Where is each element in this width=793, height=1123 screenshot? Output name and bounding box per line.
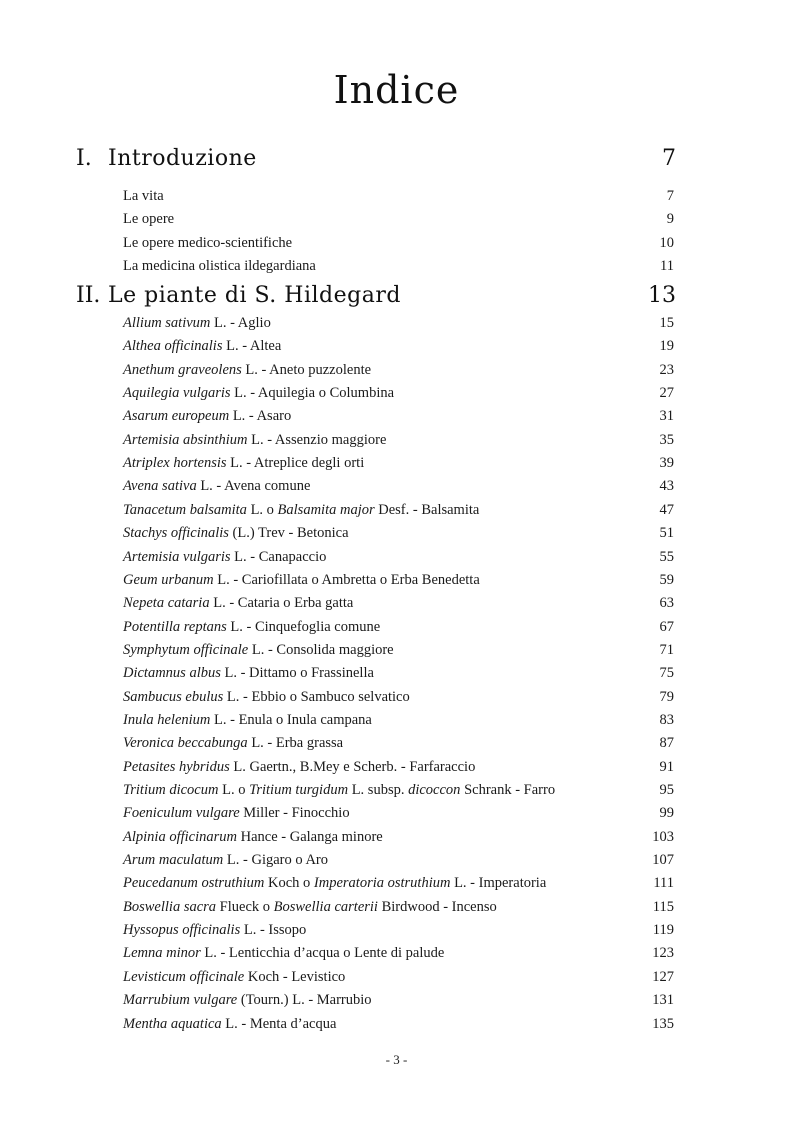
entry-text: L. - Cariofillata o Ambretta o Erba Benedetta	[213, 571, 480, 588]
toc-entry-page-number: 31	[659, 408, 674, 425]
species-name: Asarum europeum	[123, 408, 230, 425]
toc-entry	[123, 186, 674, 206]
entry-text: Le opere medico-scientifiche	[123, 234, 293, 251]
species-name: Imperatoria ostruthium	[313, 875, 451, 892]
toc-entry-title	[123, 710, 372, 730]
chapter-title: Le piante di S. Hildegard	[108, 283, 401, 308]
toc-entry-title	[123, 209, 174, 229]
toc-entry-page-number: 91	[659, 758, 674, 775]
species-name: Avena sativa	[123, 478, 197, 495]
species-name: Artemisia vulgaris	[123, 548, 231, 565]
toc-entry	[123, 640, 674, 660]
species-name: Tritium dicocum	[123, 782, 219, 798]
toc-entry-title	[123, 943, 444, 963]
toc-entry-page-number: 7	[666, 188, 674, 204]
toc-entry-title	[123, 733, 343, 753]
toc-entry-page-number: 39	[659, 455, 674, 472]
toc-entry	[123, 547, 674, 567]
entry-text: Koch o	[264, 875, 314, 892]
entry-text: L. - Cinquefoglia comune	[226, 618, 381, 635]
toc-entry	[123, 757, 674, 777]
toc-entry	[123, 920, 674, 940]
species-name: Potentilla reptans	[123, 618, 227, 635]
chapter-page-number: 7	[662, 146, 676, 171]
toc-entry-page-number: 75	[659, 665, 674, 682]
entry-text: L. - Assenzio maggiore	[247, 431, 387, 448]
toc-entry-page-number: 15	[659, 315, 674, 331]
toc-entry	[123, 360, 674, 380]
toc-entry-title	[123, 500, 479, 520]
toc-entry-page-number: 23	[659, 361, 674, 378]
species-name: dicoccon	[408, 782, 461, 798]
toc-entry-title	[123, 453, 364, 473]
toc-entry	[123, 570, 674, 590]
toc-entry	[123, 453, 674, 473]
toc-entry-title	[123, 570, 480, 590]
toc-entry	[123, 990, 674, 1010]
toc-entry-page-number: 11	[660, 258, 674, 275]
toc-entry	[123, 233, 674, 253]
entry-text: L. subsp.	[348, 782, 409, 798]
toc-entry	[123, 850, 674, 870]
species-name: Balsamita major	[277, 501, 375, 518]
toc-entry-title	[123, 757, 475, 777]
entry-text: L. - Enula o Inula campana	[210, 711, 372, 728]
toc-entry-title	[123, 476, 310, 496]
toc-entry-title	[123, 430, 386, 450]
entry-text: L. - Ebbio o Sambuco selvatico	[223, 688, 410, 705]
species-name: Althea officinalis	[123, 338, 223, 355]
toc-entry-title	[123, 897, 497, 917]
toc-entry	[123, 593, 674, 613]
species-name: Aquilegia vulgaris	[123, 385, 231, 402]
toc-entry	[123, 803, 674, 823]
chapter-number: II.	[76, 283, 101, 308]
species-name: Marrubium vulgare	[123, 992, 238, 1009]
entry-text: Le opere	[123, 211, 175, 228]
entry-text: L. - Asaro	[229, 408, 292, 425]
toc-entry-page-number: 9	[666, 211, 674, 228]
toc-entry-page-number: 111	[653, 875, 674, 892]
toc-entry	[123, 1014, 674, 1034]
entry-text: L. o	[218, 782, 250, 798]
species-name: Inula helenium	[123, 711, 211, 728]
toc-entry-title	[123, 233, 292, 253]
toc-entry-page-number: 27	[659, 385, 674, 402]
species-name: Boswellia sacra	[123, 898, 217, 915]
entry-text: Flueck o	[216, 898, 274, 915]
toc-entry-page-number: 123	[652, 945, 674, 962]
species-name: Sambucus ebulus	[123, 688, 224, 705]
toc-entry	[123, 383, 674, 403]
toc-entry-title	[123, 640, 394, 660]
page-number-footer: - 3 -	[385, 1052, 408, 1067]
species-name: Alpinia officinarum	[123, 828, 237, 845]
toc-entry-page-number: 19	[659, 338, 674, 355]
chapter-number: I.	[76, 146, 92, 171]
chapter-page-number: 13	[648, 283, 676, 308]
toc-entry-page-number: 83	[659, 711, 674, 728]
entry-text: Schrank - Farro	[460, 782, 556, 798]
toc-entry-title	[123, 383, 394, 403]
entry-text: (Tourn.) L. - Marrubio	[237, 992, 372, 1009]
species-name: Atriplex hortensis	[123, 455, 227, 472]
entry-text: L. - Issopo	[240, 922, 307, 939]
toc-entry-title	[123, 990, 372, 1010]
species-name: Tritium turgidum	[249, 782, 349, 798]
species-name: Stachys officinalis	[123, 525, 229, 542]
toc-entry-title	[123, 827, 383, 847]
toc-entry-page-number: 115	[652, 898, 674, 915]
toc-entry	[123, 943, 674, 963]
toc-entry-title	[123, 1014, 336, 1034]
entry-text: L. - Aquilegia o Columbina	[230, 385, 395, 402]
entry-text: L. - Erba grassa	[247, 735, 344, 752]
toc-entry	[123, 500, 674, 520]
toc-entry-title	[123, 663, 374, 683]
species-name: Veronica beccabunga	[123, 735, 248, 752]
toc-entry	[123, 523, 674, 543]
toc-entry-title	[123, 967, 345, 987]
toc-entry-title	[123, 873, 546, 893]
toc-entry	[123, 780, 674, 800]
toc-entry-page-number: 47	[659, 501, 674, 518]
toc-entry-page-number: 135	[652, 1015, 674, 1032]
toc-entry-title	[123, 850, 328, 870]
toc-entry	[123, 873, 674, 893]
toc-entry-page-number: 67	[659, 618, 674, 635]
toc-entry-title	[123, 256, 316, 276]
entry-text: L. - Altea	[222, 338, 282, 355]
toc-entry-page-number: 99	[659, 805, 674, 822]
species-name: Hyssopus officinalis	[123, 922, 241, 939]
entry-text: L. - Cataria o Erba gatta	[209, 595, 354, 612]
toc-entry-page-number: 79	[659, 688, 674, 705]
toc-entry	[123, 430, 674, 450]
toc-entry	[123, 710, 674, 730]
toc-entry	[123, 256, 674, 276]
toc-entry	[123, 209, 674, 229]
chapter-title: Introduzione	[108, 146, 257, 171]
toc-entry-title	[123, 523, 349, 543]
entry-text: L. - Dittamo o Frassinella	[220, 665, 374, 682]
toc-entry-title	[123, 186, 164, 206]
entry-text: L. - Consolida maggiore	[248, 641, 394, 658]
species-name: Artemisia absinthium	[123, 431, 248, 448]
toc-entry-title	[123, 780, 555, 800]
species-name: Lemna minor	[123, 945, 201, 962]
entry-text: Koch - Levistico	[244, 968, 346, 985]
entry-text: Desf. - Balsamita	[374, 501, 480, 518]
entry-text: (L.) Trev - Betonica	[228, 525, 349, 542]
toc-entry-page-number: 43	[659, 478, 674, 495]
entry-text: L. Gaertn., B.Mey e Scherb. - Farfaraccio	[229, 758, 476, 775]
toc-entry-page-number: 87	[659, 735, 674, 752]
entry-text: L. - Aglio	[210, 315, 271, 331]
toc-entry-page-number: 103	[652, 828, 674, 845]
entry-text: L. - Aneto puzzolente	[241, 361, 372, 378]
species-name: Anethum graveolens	[123, 361, 242, 378]
entry-text: L. o	[246, 501, 278, 518]
toc-entry-page-number: 71	[659, 641, 674, 658]
toc-entry	[123, 967, 674, 987]
entry-text: L. - Atreplice degli orti	[226, 455, 365, 472]
entry-text: La medicina olistica ildegardiana	[123, 258, 316, 275]
toc-entry-title	[123, 406, 291, 426]
species-name: Petasites hybridus	[123, 758, 230, 775]
entry-text: La vita	[123, 188, 164, 204]
entry-text: L. - Gigaro o Aro	[223, 852, 328, 869]
toc-entry	[123, 476, 674, 496]
entry-text: Miller - Finocchio	[239, 805, 350, 822]
entry-text: L. - Imperatoria	[450, 875, 547, 892]
species-name: Mentha aquatica	[123, 1015, 222, 1032]
species-name: Allium sativum	[123, 315, 211, 331]
page-title: Indice	[333, 68, 460, 112]
species-name: Boswellia carterii	[273, 898, 378, 915]
toc-entry-title	[123, 360, 371, 380]
toc-entry-page-number: 59	[659, 571, 674, 588]
toc-entry	[123, 313, 674, 333]
toc-entry-page-number: 95	[659, 782, 674, 798]
toc-entry-title	[123, 336, 281, 356]
species-name: Symphytum officinale	[123, 641, 249, 658]
entry-text: Birdwood - Incenso	[377, 898, 497, 915]
toc-entry-page-number: 119	[652, 922, 674, 939]
toc-entry-page-number: 35	[659, 431, 674, 448]
entry-text: L. - Canapaccio	[230, 548, 327, 565]
toc-entry-page-number: 107	[652, 852, 674, 869]
toc-entry	[123, 663, 674, 683]
toc-entry-title	[123, 617, 380, 637]
toc-entry-title	[123, 313, 271, 333]
entry-text: L. - Avena comune	[196, 478, 311, 495]
toc-entry-page-number: 127	[652, 968, 674, 985]
toc-entry	[123, 617, 674, 637]
toc-entry-page-number: 131	[652, 992, 674, 1009]
species-name: Nepeta cataria	[123, 595, 210, 612]
toc-entry-title	[123, 803, 350, 823]
toc-entry-title	[123, 687, 410, 707]
entry-text: L. - Lenticchia d’acqua o Lente di palude	[200, 945, 445, 962]
species-name: Dictamnus albus	[123, 665, 221, 682]
toc-entry-page-number: 55	[659, 548, 674, 565]
toc-entry	[123, 687, 674, 707]
toc-entry	[123, 897, 674, 917]
species-name: Levisticum officinale	[123, 968, 245, 985]
species-name: Peucedanum ostruthium	[123, 875, 265, 892]
toc-entry-title	[123, 547, 326, 567]
toc-entry	[123, 406, 674, 426]
species-name: Geum urbanum	[123, 571, 214, 588]
toc-entry	[123, 733, 674, 753]
species-name: Tanacetum balsamita	[123, 501, 247, 518]
toc-entry-page-number: 51	[659, 525, 674, 542]
toc-entry-title	[123, 920, 306, 940]
toc-entry-page-number: 63	[659, 595, 674, 612]
entry-text: L. - Menta d’acqua	[221, 1015, 337, 1032]
toc-entry	[123, 827, 674, 847]
toc-entry	[123, 336, 674, 356]
species-name: Arum maculatum	[123, 852, 224, 869]
entry-text: Hance - Galanga minore	[236, 828, 383, 845]
species-name: Foeniculum vulgare	[123, 805, 240, 822]
toc-entry-page-number: 10	[659, 234, 674, 251]
toc-entry-title	[123, 593, 353, 613]
